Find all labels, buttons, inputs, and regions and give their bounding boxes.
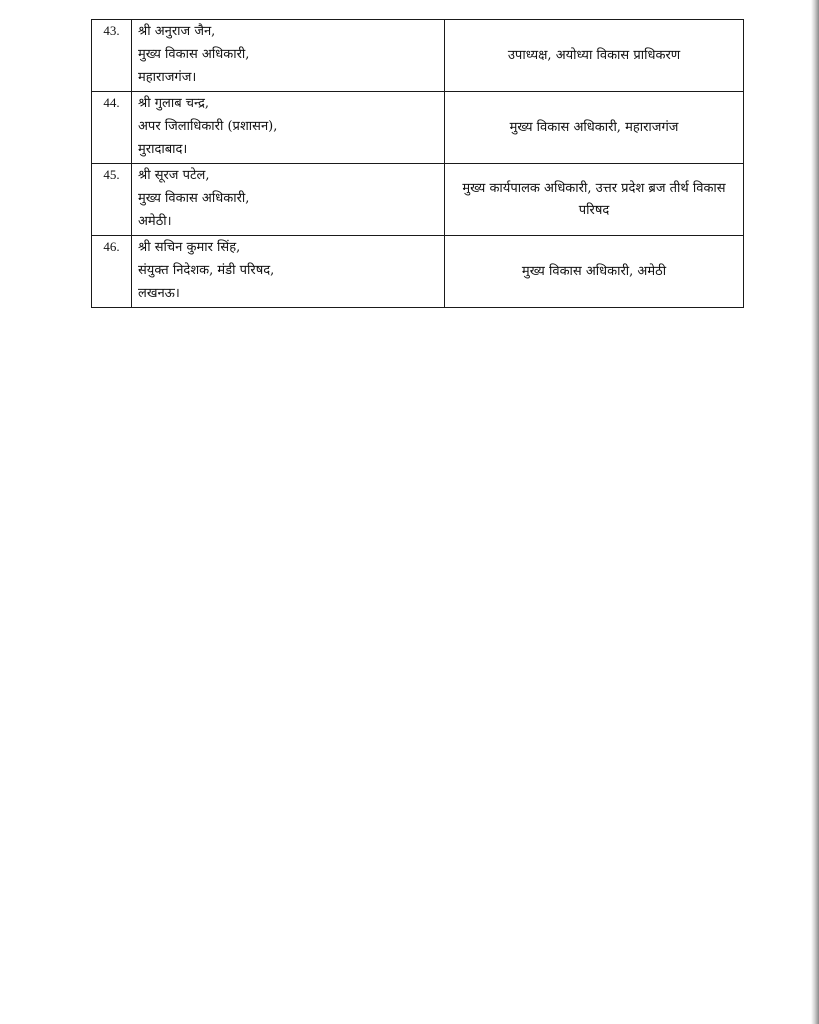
- officer-details: [132, 164, 445, 236]
- page-edge-shadow: [811, 0, 819, 1024]
- new-posting: मुख्य विकास अधिकारी, अमेठी: [445, 236, 744, 308]
- officer-name: श्री सचिन कुमार सिंह,: [138, 240, 241, 255]
- table-row: [92, 236, 744, 308]
- officer-name: श्री सूरज पटेल,: [138, 168, 210, 183]
- serial-number: 45.: [92, 164, 132, 236]
- officer-details: [132, 20, 445, 92]
- serial-number: 46.: [92, 236, 132, 308]
- officer-current-location: महाराजगंज।: [138, 70, 197, 85]
- officer-details: [132, 236, 445, 308]
- transfer-table: [91, 19, 744, 308]
- officer-current-location: लखनऊ।: [138, 286, 180, 301]
- officer-details: [132, 92, 445, 164]
- officer-current-location: मुरादाबाद।: [138, 142, 188, 157]
- table-row: [92, 20, 744, 92]
- table-row: [92, 164, 744, 236]
- officer-name: श्री अनुराज जैन,: [138, 24, 216, 39]
- serial-number: 44.: [92, 92, 132, 164]
- new-posting: मुख्य कार्यपालक अधिकारी, उत्तर प्रदेश ब्रज तीर्थ विकास परिषद: [445, 164, 744, 236]
- officer-current-post: मुख्य विकास अधिकारी,: [138, 191, 250, 206]
- new-posting: उपाध्यक्ष, अयोध्या विकास प्राधिकरण: [445, 20, 744, 92]
- officer-current-post: मुख्य विकास अधिकारी,: [138, 47, 250, 62]
- officer-current-location: अमेठी।: [138, 214, 172, 229]
- officer-current-post: अपर जिलाधिकारी (प्रशासन),: [138, 119, 278, 134]
- officer-current-post: संयुक्त निदेशक, मंडी परिषद,: [138, 263, 275, 278]
- officer-name: श्री गुलाब चन्द्र,: [138, 96, 210, 111]
- new-posting: मुख्य विकास अधिकारी, महाराजगंज: [445, 92, 744, 164]
- table-row: [92, 92, 744, 164]
- serial-number: 43.: [92, 20, 132, 92]
